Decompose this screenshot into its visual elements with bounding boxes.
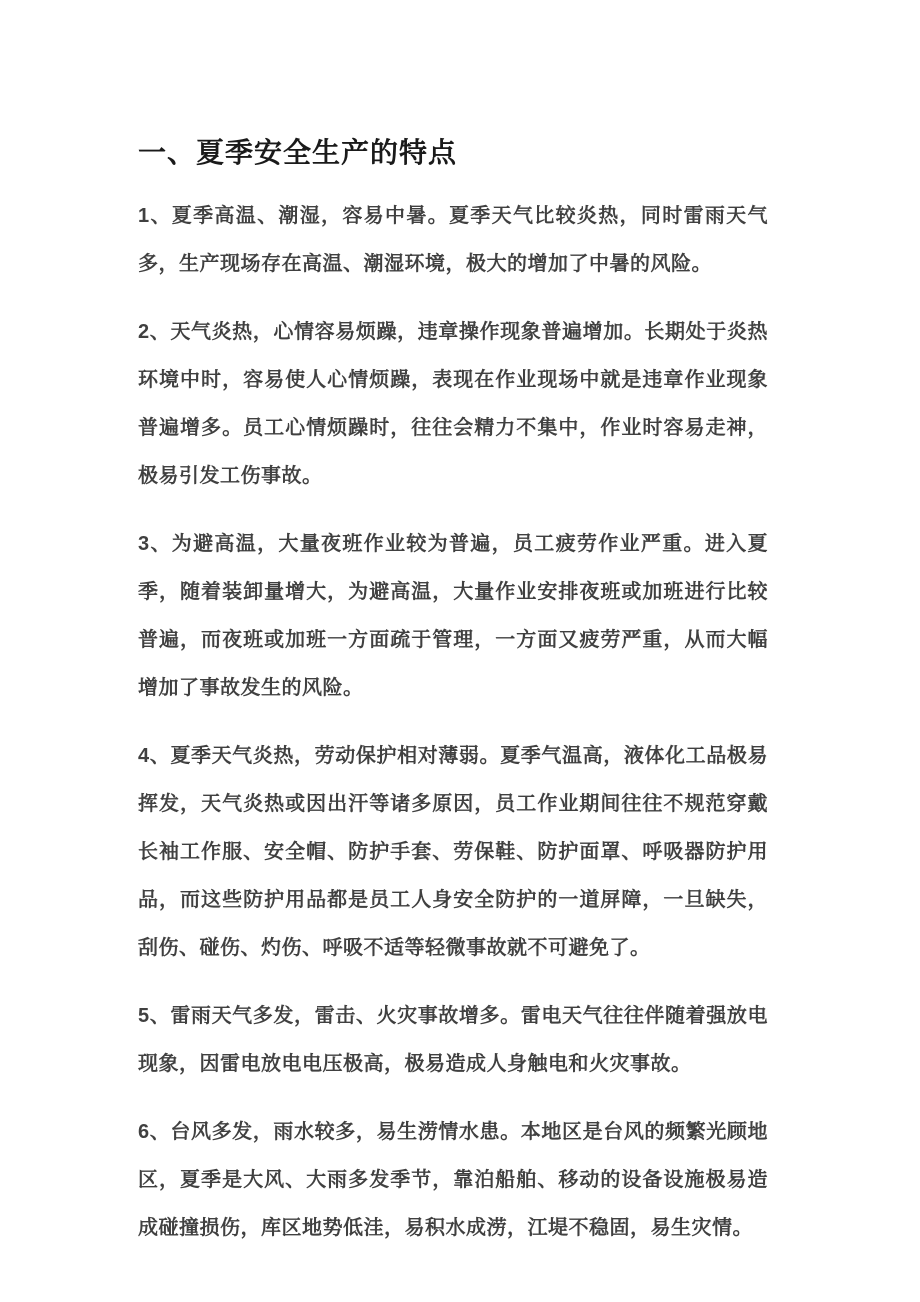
paragraph-5: 5、雷雨天气多发，雷击、火灾事故增多。雷电天气往往伴随着强放电现象，因雷电放电电压极高，极易造成人身触电和火灾事故。 (138, 1005, 768, 1075)
section-heading: 一、夏季安全生产的特点 (138, 138, 458, 169)
paragraph-6: 6、台风多发，雨水较多，易生涝情水患。本地区是台风的频繁光顾地区，夏季是大风、大雨多发季节，靠泊船舶、移动的设备设施极易造成碰撞损伤，库区地势低洼，易积水成涝，江堤不稳固，易生灾情。 (138, 1121, 768, 1239)
paragraph-2: 2、天气炎热，心情容易烦躁，违章操作现象普遍增加。长期处于炎热环境中时，容易使人心情烦躁，表现在作业现场中就是违章作业现象普遍增多。员工心情烦躁时，往往会精力不集中，作业时容易走神，极易引发工伤事故。 (138, 321, 768, 487)
paragraph-4: 4、夏季天气炎热，劳动保护相对薄弱。夏季气温高，液体化工品极易挥发，天气炎热或因出汗等诸多原因，员工作业期间往往不规范穿戴长袖工作服、安全帽、防护手套、劳保鞋、防护面罩、呼吸器防护用品，而这些防护用品都是员工人身安全防护的一道屏障，一旦缺失，刮伤、碰伤、灼伤、呼吸不适等轻微事故就不可避免了。 (138, 745, 768, 959)
document-page (0, 136, 920, 1302)
paragraph-1: 1、夏季高温、潮湿，容易中暑。夏季天气比较炎热，同时雷雨天气多，生产现场存在高温、潮湿环境，极大的增加了中暑的风险。 (138, 205, 768, 275)
paragraph-3: 3、为避高温，大量夜班作业较为普遍，员工疲劳作业严重。进入夏季，随着装卸量增大，为避高温，大量作业安排夜班或加班进行比较普遍，而夜班或加班一方面疏于管理，一方面又疲劳严重，从而大幅增加了事故发生的风险。 (138, 533, 768, 699)
